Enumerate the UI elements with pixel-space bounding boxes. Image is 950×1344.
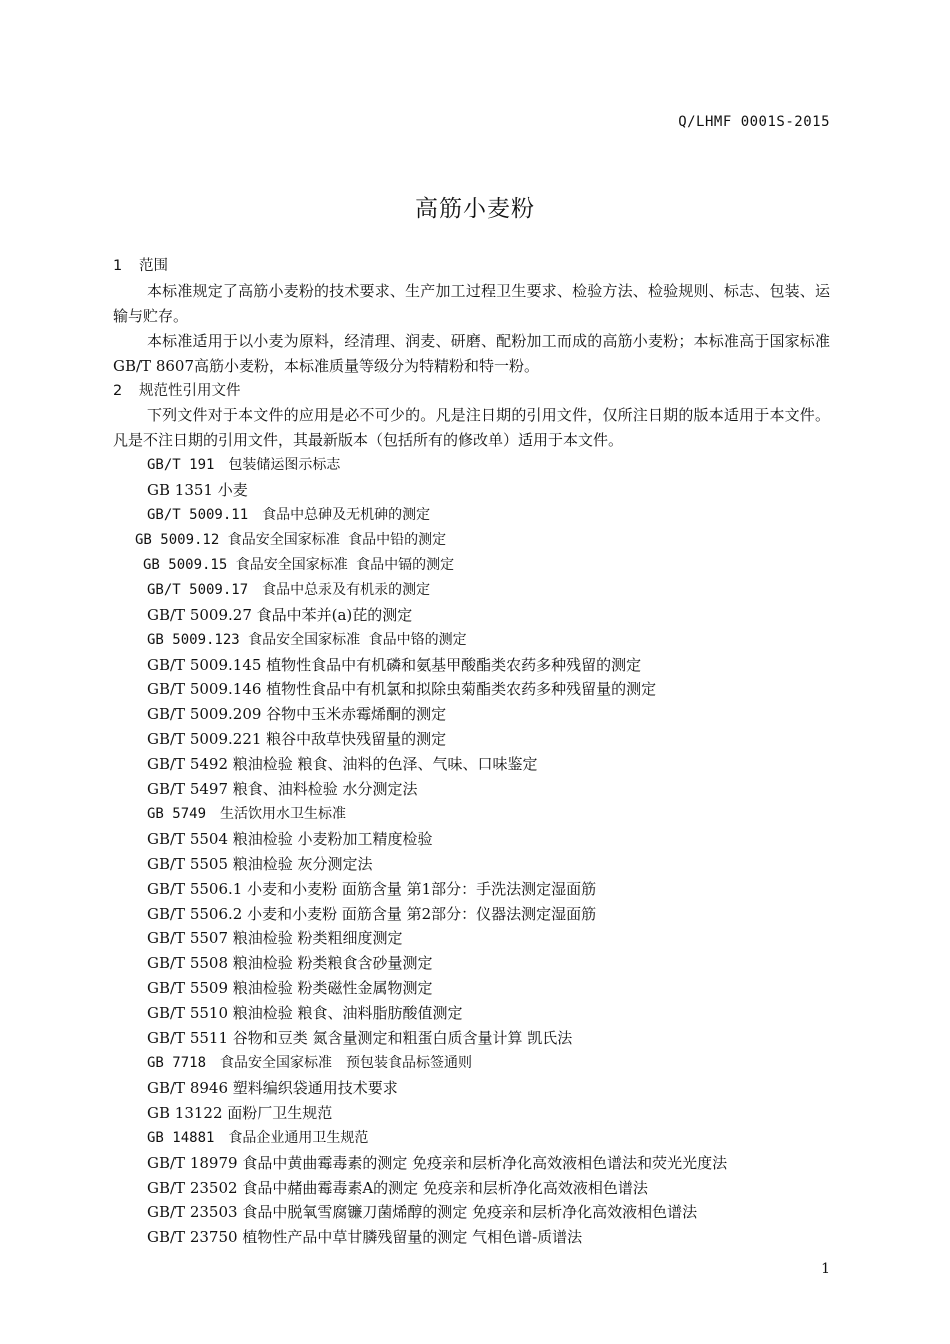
reference-item: GB 5009.15 食品安全国家标准 食品中镉的测定 <box>143 556 455 573</box>
scope-paragraph: 本标准规定了高筋小麦粉的技术要求、生产加工过程卫生要求、检验方法、检验规则、标志、包装、运输与贮存。 <box>113 281 830 325</box>
section-heading-scope <box>113 254 830 279</box>
reference-item: GB/T 5009.221 粮谷中敌草快残留量的测定 <box>147 730 447 749</box>
reference-item: GB/T 5505 粮油检验 灰分测定法 <box>147 854 373 873</box>
reference-item: GB 7718 食品安全国家标准 预包装食品标签通则 <box>147 1055 472 1071</box>
reference-item: GB/T 5009.209 谷物中玉米赤霉烯酮的测定 <box>147 705 447 724</box>
reference-item: GB/T 5506.2 小麦和小麦粉 面筋含量 第2部分：仪器法测定湿面筋 <box>147 904 597 923</box>
reference-item: GB/T 5504 粮油检验 小麦粉加工精度检验 <box>147 829 433 848</box>
reference-list <box>113 453 830 1250</box>
section-title: 规范性引用文件 <box>139 382 241 399</box>
reference-item: GB 1351 小麦 <box>147 481 248 500</box>
scope-paragraph: 本标准适用于以小麦为原料，经清理、润麦、研磨、配粉加工而成的高筋小麦粉；本标准高于国家标准GB/T 8607高筋小麦粉，本标准质量等级分为特精粉和特一粉。 <box>113 331 830 375</box>
section-number: 1 <box>113 258 123 274</box>
reference-item: GB/T 5009.145 植物性食品中有机磷和氨基甲酸酯类农药多种残留的测定 <box>147 655 642 674</box>
page-number: 1 <box>821 1261 830 1277</box>
reference-item: GB/T 5009.17 食品中总汞及有机汞的测定 <box>147 581 431 598</box>
reference-item: GB/T 5511 谷物和豆类 氮含量测定和粗蛋白质含量计算 凯氏法 <box>147 1029 573 1048</box>
reference-item: GB/T 5009.11 食品中总砷及无机砷的测定 <box>147 507 431 524</box>
section-title: 范围 <box>139 258 168 274</box>
reference-item: GB/T 23502 食品中赭曲霉毒素A的测定 免疫亲和层析净化高效液相色谱法 <box>147 1178 648 1197</box>
reference-item: GB 13122 面粉厂卫生规范 <box>147 1103 333 1122</box>
reference-item: GB/T 5509 粮油检验 粉类磁性金属物测定 <box>147 979 433 998</box>
reference-item: GB 5009.12 食品安全国家标准 食品中铅的测定 <box>135 531 447 548</box>
reference-item: GB/T 5009.27 食品中苯并(a)芘的测定 <box>147 605 413 624</box>
section-number: 2 <box>113 382 123 399</box>
document-body <box>113 254 830 1250</box>
references-intro: 下列文件对于本文件的应用是必不可少的。凡是注日期的引用文件，仅所注日期的版本适用于本文件。凡是不注日期的引用文件，其最新版本（包括所有的修改单）适用于本文件。 <box>113 406 830 450</box>
reference-item: GB/T 18979 食品中黄曲霉毒素的测定 免疫亲和层析净化高效液相色谱法和荧光光度法 <box>147 1153 728 1172</box>
reference-item: GB/T 5508 粮油检验 粉类粮食含砂量测定 <box>147 954 433 973</box>
reference-item: GB/T 5497 粮食、油料检验 水分测定法 <box>147 780 418 799</box>
reference-item: GB/T 23503 食品中脱氧雪腐镰刀菌烯醇的测定 免疫亲和层析净化高效液相色谱法 <box>147 1203 698 1222</box>
reference-item: GB/T 8946 塑料编织袋通用技术要求 <box>147 1078 398 1097</box>
reference-item: GB/T 23750 植物性产品中草甘膦残留量的测定 气相色谱-质谱法 <box>147 1228 583 1247</box>
document-title: 高筋小麦粉 <box>415 196 535 222</box>
reference-item: GB 5749 生活饮用水卫生标准 <box>147 805 347 822</box>
section-heading-normative-references <box>113 379 830 404</box>
reference-item: GB 5009.123 食品安全国家标准 食品中铬的测定 <box>147 631 467 648</box>
reference-item: GB/T 5507 粮油检验 粉类粗细度测定 <box>147 929 403 948</box>
reference-item: GB/T 191 包装储运图示标志 <box>147 457 341 474</box>
reference-item: GB 14881 食品企业通用卫生规范 <box>147 1129 369 1146</box>
standard-code: Q/LHMF 0001S-2015 <box>678 114 830 130</box>
reference-item: GB/T 5009.146 植物性食品中有机氯和拟除虫菊酯类农药多种残留量的测定 <box>147 680 657 699</box>
reference-item: GB/T 5510 粮油检验 粮食、油料脂肪酸值测定 <box>147 1004 463 1023</box>
reference-item: GB/T 5492 粮油检验 粮食、油料的色泽、气味、口味鉴定 <box>147 755 538 774</box>
reference-item: GB/T 5506.1 小麦和小麦粉 面筋含量 第1部分：手洗法测定湿面筋 <box>147 879 597 898</box>
